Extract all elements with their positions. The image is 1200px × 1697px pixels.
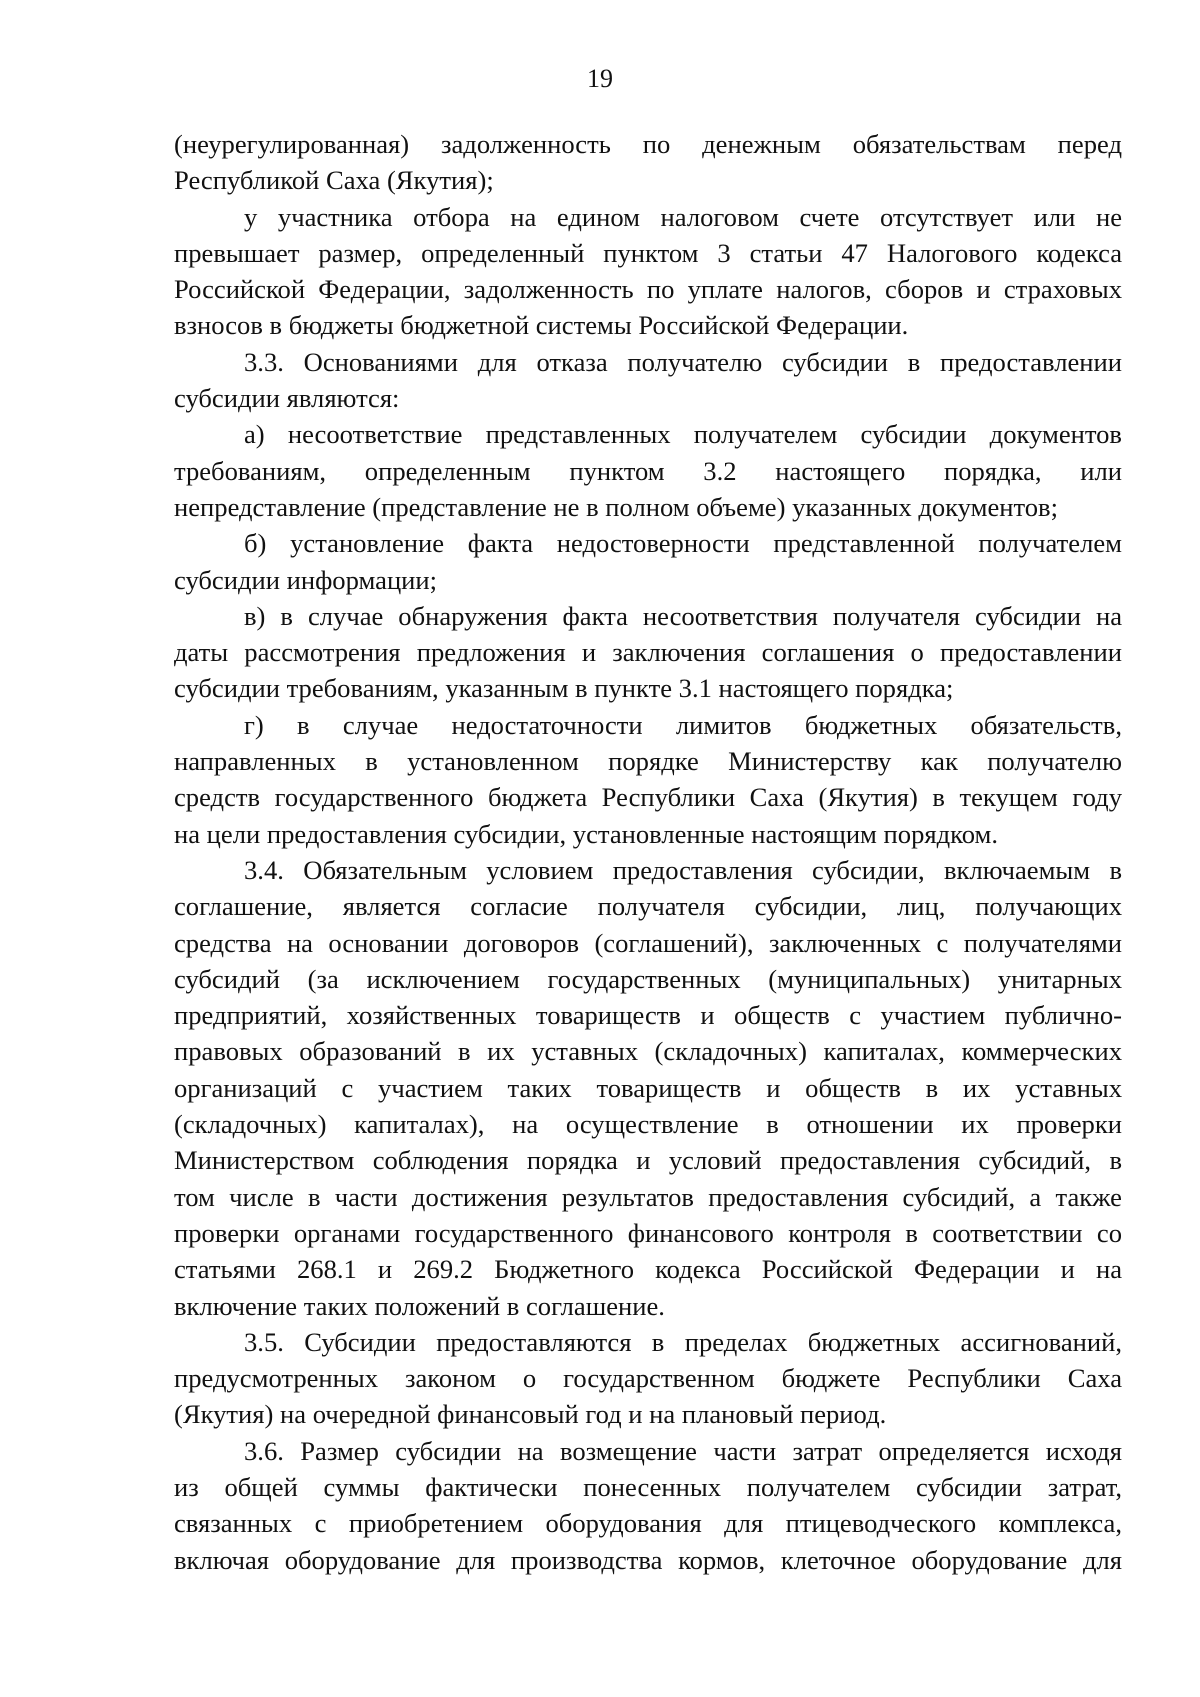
- text-line: правовых образований в их уставных (складочных) капиталах, коммерческих: [174, 1036, 1122, 1067]
- text-line: (Якутия) на очередной финансовый год и на плановый период.: [174, 1399, 887, 1430]
- text-line: субсидии требованиям, указанным в пункте 3.1 настоящего порядка;: [174, 673, 954, 704]
- text-line: субсидии информации;: [174, 564, 438, 595]
- text-line: связанных с приобретением оборудования для птицеводческого комплекса,: [174, 1508, 1122, 1539]
- text-line: Министерством соблюдения порядка и условий предоставления субсидий, в: [174, 1145, 1122, 1176]
- paragraph: [174, 1433, 1122, 1578]
- text-line: средства на основании договоров (соглашений), заключенных с получателями: [174, 927, 1122, 958]
- paragraph: [174, 598, 1122, 707]
- text-line: Российской Федерации, задолженность по уплате налогов, сборов и страховых: [174, 274, 1122, 305]
- text-line: субсидии являются:: [174, 383, 400, 414]
- text-line: б) установление факта недостоверности представленной получателем: [244, 528, 1122, 559]
- text-line: а) несоответствие представленных получателем субсидии документов: [244, 419, 1122, 450]
- text-line: непредставление (представление не в полном объеме) указанных документов;: [174, 491, 1059, 522]
- page-number: 19: [587, 64, 613, 93]
- paragraph: [174, 707, 1122, 852]
- paragraph: [174, 525, 1122, 598]
- text-line: на цели предоставления субсидии, установленные настоящим порядком.: [174, 818, 998, 849]
- text-line: превышает размер, определенный пунктом 3 статьи 47 Налогового кодекса: [174, 237, 1122, 268]
- text-line: средств государственного бюджета Республики Саха (Якутия) в текущем году: [174, 782, 1122, 813]
- text-line: (складочных) капиталах), на осуществление в отношении их проверки: [174, 1109, 1122, 1140]
- text-line: требованиям, определенным пунктом 3.2 настоящего порядка, или: [174, 455, 1122, 486]
- text-line: соглашение, является согласие получателя субсидии, лиц, получающих: [174, 891, 1122, 922]
- text-line: включение таких положений в соглашение.: [174, 1290, 665, 1321]
- text-line: проверки органами государственного финансового контроля в соответствии со: [174, 1217, 1122, 1248]
- text-line: включая оборудование для производства кормов, клеточное оборудование для: [174, 1544, 1122, 1575]
- text-line: в) в случае обнаружения факта несоответствия получателя субсидии на: [244, 600, 1122, 631]
- paragraph: [174, 126, 1122, 199]
- text-line: из общей суммы фактически понесенных получателем субсидии затрат,: [174, 1471, 1122, 1502]
- text-line: направленных в установленном порядке Министерству как получателю: [174, 746, 1122, 777]
- document-body: [174, 126, 1122, 1578]
- paragraph: [174, 1324, 1122, 1433]
- text-line: организаций с участием таких товариществ и обществ в их уставных: [174, 1072, 1122, 1103]
- text-line: субсидий (за исключением государственных (муниципальных) унитарных: [174, 963, 1122, 994]
- text-line: том числе в части достижения результатов предоставления субсидий, а также: [174, 1181, 1122, 1212]
- text-line: Республикой Саха (Якутия);: [174, 165, 494, 196]
- text-line: взносов в бюджеты бюджетной системы Российской Федерации.: [174, 310, 909, 341]
- text-line: предприятий, хозяйственных товариществ и обществ с участием публично-: [174, 1000, 1122, 1031]
- paragraph: [174, 344, 1122, 417]
- text-line: 3.5. Субсидии предоставляются в пределах бюджетных ассигнований,: [244, 1326, 1122, 1357]
- text-line: г) в случае недостаточности лимитов бюджетных обязательств,: [244, 709, 1122, 740]
- text-line: 3.4. Обязательным условием предоставления субсидии, включаемым в: [244, 854, 1122, 885]
- paragraph: [174, 199, 1122, 344]
- paragraph: [174, 416, 1122, 525]
- paragraph: [174, 852, 1122, 1324]
- text-line: (неурегулированная) задолженность по денежным обязательствам перед: [174, 129, 1122, 159]
- text-line: у участника отбора на едином налоговом счете отсутствует или не: [244, 201, 1122, 232]
- text-line: даты рассмотрения предложения и заключения соглашения о предоставлении: [174, 637, 1122, 668]
- text-line: предусмотренных законом о государственном бюджете Республики Саха: [174, 1363, 1122, 1394]
- text-line: 3.6. Размер субсидии на возмещение части затрат определяется исходя: [244, 1435, 1122, 1466]
- text-line: 3.3. Основаниями для отказа получателю субсидии в предоставлении: [244, 346, 1122, 377]
- text-line: статьями 268.1 и 269.2 Бюджетного кодекса Российской Федерации и на: [174, 1254, 1122, 1285]
